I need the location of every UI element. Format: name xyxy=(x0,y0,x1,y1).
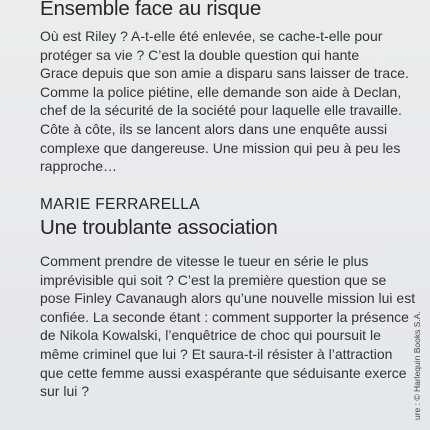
book2-summary-line: sur lui ? xyxy=(40,383,90,400)
book2-summary-line: imprévisible qui soit ? C’est la première question que se xyxy=(40,271,387,288)
book2-title: Une troublante association xyxy=(40,216,278,239)
book1-summary-line: protéger sa vie ? C’est la double question qui hante xyxy=(40,46,360,63)
book1-summary xyxy=(40,27,412,176)
book2-summary-line: confiée. La seconde étant : comment supporter la présence xyxy=(40,308,409,325)
book1-title: Ensemble face au risque xyxy=(40,0,262,20)
book2-author: MARIE FERRARELLA xyxy=(40,196,200,213)
book2-summary-line: Comment prendre de vitesse le tueur en série le plus xyxy=(40,253,369,269)
book1-summary-line: complexe que dangereuse. Une mission qui peu à peu les xyxy=(40,139,401,156)
book1-summary-line: chef de la sécurité de la société pour laquelle elle travaille. xyxy=(40,102,402,119)
book2-summary xyxy=(40,252,416,401)
book2-summary-line: même criminel que lui ? Et saura-t-il résister à l’attraction xyxy=(40,345,393,362)
publisher-credit: ure : © Harlequin Books S.A. xyxy=(412,311,422,420)
book1-summary-line: rapproche… xyxy=(40,158,118,175)
book1-summary-line: Où est Riley ? A-t-elle été enlevée, se cache-t-elle pour xyxy=(40,28,383,44)
book2-summary-line: de Nikola Kowalski, l’enquêtrice de choc qui poursuit le xyxy=(40,327,381,344)
book1-summary-line: Côte à côte, ils se lancent alors dans une enquête aussi xyxy=(40,120,388,137)
book2-summary-line: que cette femme aussi exaspérante que séduisante exerce xyxy=(40,364,407,381)
book1-summary-line: Comme la police piétine, elle demande son aide à Declan, xyxy=(40,83,402,100)
book2-summary-line: pose Finley Cavanaugh alors qu’une nouvelle mission lui est xyxy=(40,290,416,307)
book1-summary-line: Grace depuis que son amie a disparu sans laisser de trace. xyxy=(40,65,409,82)
